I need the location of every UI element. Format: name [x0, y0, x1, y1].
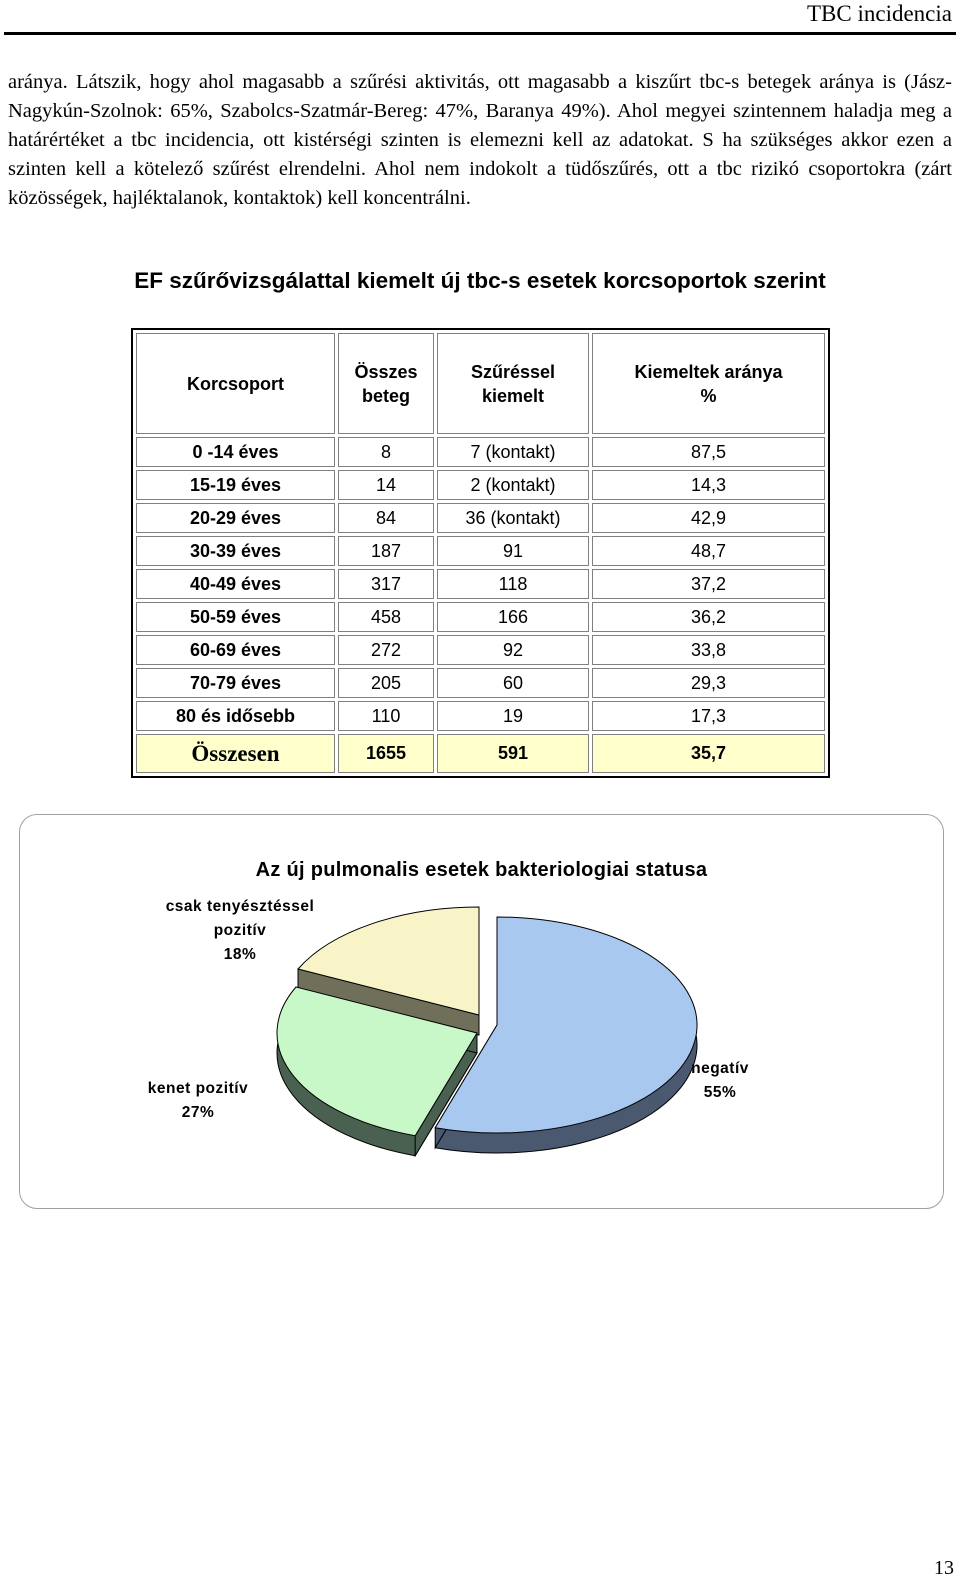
header-line: kiemelt	[481, 385, 545, 406]
table-row	[136, 701, 825, 731]
total-cell: 14	[338, 470, 434, 500]
age-cell: 30-39 éves	[136, 536, 335, 566]
table-row	[136, 602, 825, 632]
screened-cell: 7 (kontakt)	[437, 437, 589, 467]
total-cell: 272	[338, 635, 434, 665]
table-row	[136, 668, 825, 698]
label-negative-pct: 55%	[703, 1084, 737, 1101]
table-title: EF szűrővizsgálattal kiemelt új tbc-s esetek korcsoportok szerint	[134, 268, 826, 293]
table-header-row	[136, 333, 825, 434]
age-cell: 0 -14 éves	[136, 437, 335, 467]
header-line: beteg	[361, 385, 410, 406]
screened-cell: 60	[437, 668, 589, 698]
label-negative	[670, 1057, 770, 1105]
screened-cell: 92	[437, 635, 589, 665]
total-row	[136, 734, 825, 773]
header-line: %	[700, 385, 717, 406]
screened-cell: 2 (kontakt)	[437, 470, 589, 500]
running-title: TBC incidencia	[807, 1, 952, 26]
table-row	[136, 635, 825, 665]
table-row	[136, 536, 825, 566]
ratio-cell: 33,8	[592, 635, 825, 665]
header-line: Kiemeltek aránya	[634, 361, 783, 382]
age-cell: 15-19 éves	[136, 470, 335, 500]
table-body	[136, 437, 825, 773]
pie-chart-panel	[19, 814, 944, 1209]
label-culture-positive-text: csak tenyésztéssel pozitív	[165, 898, 315, 939]
page-number: 13	[934, 1557, 954, 1579]
label-culture-positive	[140, 895, 340, 967]
label-culture-positive-pct: 18%	[223, 946, 257, 963]
col-header-age: Korcsoport	[136, 333, 335, 434]
chart-title: Az új pulmonalis esetek bakteriologiai statusa	[255, 859, 708, 881]
col-header-screened	[437, 333, 589, 434]
age-cell: 40-49 éves	[136, 569, 335, 599]
ratio-cell: 17,3	[592, 701, 825, 731]
total-cell: 205	[338, 668, 434, 698]
total-cell: 84	[338, 503, 434, 533]
ratio-cell: 87,5	[592, 437, 825, 467]
age-cell: 80 és idősebb	[136, 701, 335, 731]
body-paragraph: aránya. Látszik, hogy ahol magasabb a szűrési aktivitás, ott magasabb a kiszűrt tbc-s betegek aránya is (Jász-Nagykún-Szolnok: 65%, Szabolcs-Szatmár-Bereg: 47%, Baranya 49%). Ahol megyei szintennem haladja meg a határértéket a tbc incidencia, ott kistérségi szinten is elemezni kell az adatokat. S ha szükséges akkor ezen a szinten kell a kötelező szűrést elrendelni. Ahol nem indokolt a tüdőszűrés, ott a tbc rizikó csoportokra (zárt közösségek, hajléktalanok, kontaktok) kell koncentrálni.	[8, 71, 952, 209]
pie-chart	[20, 815, 943, 1208]
age-cell: 20-29 éves	[136, 503, 335, 533]
total-cell: 317	[338, 569, 434, 599]
ratio-cell: 48,7	[592, 536, 825, 566]
col-header-ratio	[592, 333, 825, 434]
total-screened-cell: 591	[437, 734, 589, 773]
age-cell: 70-79 éves	[136, 668, 335, 698]
age-cell: 60-69 éves	[136, 635, 335, 665]
label-smear-positive-text: kenet pozitív	[147, 1080, 249, 1097]
total-ratio-cell: 35,7	[592, 734, 825, 773]
screened-cell: 36 (kontakt)	[437, 503, 589, 533]
screened-cell: 91	[437, 536, 589, 566]
label-negative-text: negatív	[691, 1060, 749, 1077]
ratio-cell: 14,3	[592, 470, 825, 500]
table-row	[136, 503, 825, 533]
ratio-cell: 36,2	[592, 602, 825, 632]
screened-cell: 166	[437, 602, 589, 632]
col-header-total	[338, 333, 434, 434]
page-header	[4, 0, 956, 35]
table-row	[136, 569, 825, 599]
total-total-cell: 1655	[338, 734, 434, 773]
label-smear-positive	[128, 1077, 268, 1125]
total-cell: 8	[338, 437, 434, 467]
ratio-cell: 29,3	[592, 668, 825, 698]
label-smear-positive-pct: 27%	[181, 1104, 215, 1121]
ratio-cell: 42,9	[592, 503, 825, 533]
total-cell: 187	[338, 536, 434, 566]
ratio-cell: 37,2	[592, 569, 825, 599]
table-row	[136, 470, 825, 500]
header-line: Szűréssel	[470, 361, 556, 382]
header-line: Összes	[354, 361, 418, 382]
screened-cell: 118	[437, 569, 589, 599]
total-cell: 110	[338, 701, 434, 731]
age-group-table	[131, 328, 830, 778]
total-age-cell: Összesen	[136, 734, 335, 773]
age-cell: 50-59 éves	[136, 602, 335, 632]
screened-cell: 19	[437, 701, 589, 731]
total-cell: 458	[338, 602, 434, 632]
table-row	[136, 437, 825, 467]
